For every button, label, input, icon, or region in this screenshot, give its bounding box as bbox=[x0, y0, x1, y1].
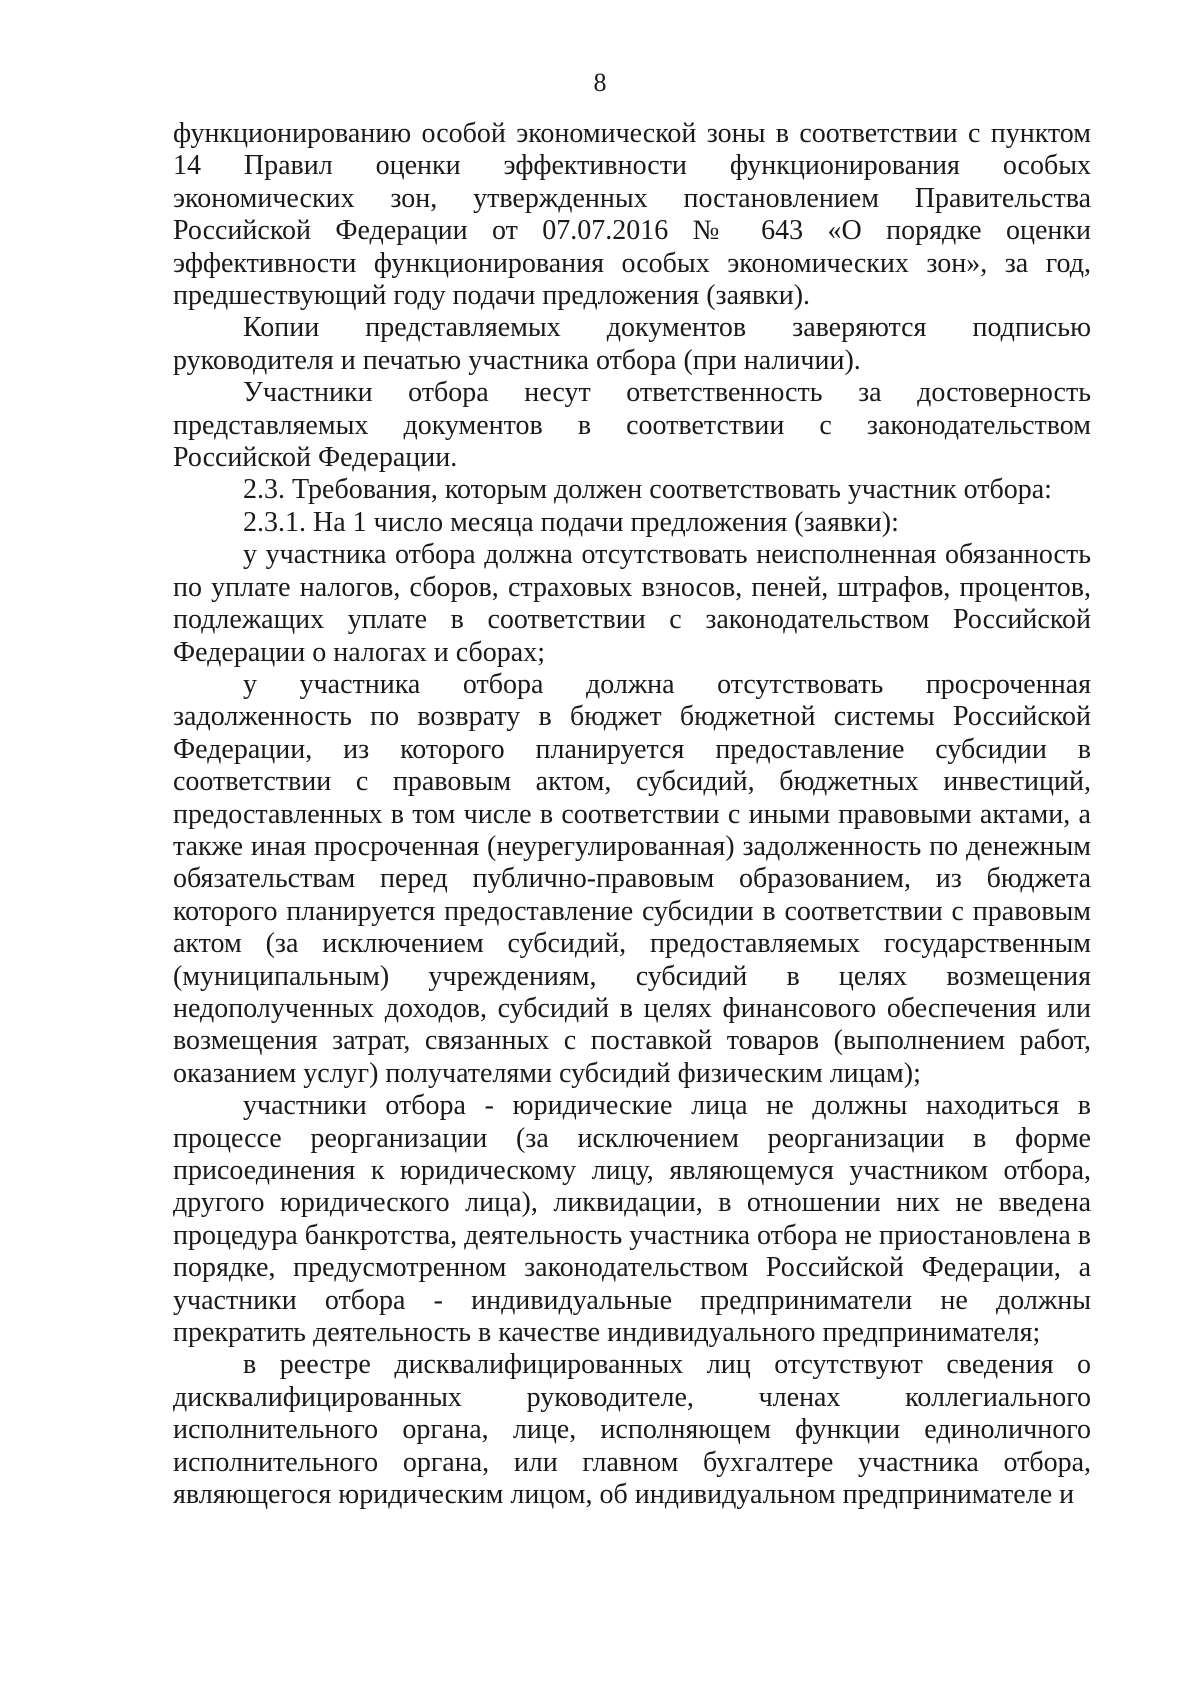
clause-2-3-1-heading: 2.3.1. На 1 число месяца подачи предложения (заявки): bbox=[243, 506, 899, 538]
paragraph-continuation: функционированию особой экономической зоны в соответствии с пунктом 14 Правил оценки эффективности функционирования особых экономических зон, утвержденных постановлением Правительства Российской Федерации от 07.07.2016 № 643 «О порядке оценки эффективности функционирования особых экономических зон», за год, предшествующий году подачи предложения (заявки). bbox=[173, 118, 1091, 312]
requirement-no-tax-debt: у участника отбора должна отсутствовать неисполненная обязанность по уплате налогов, сборов, страховых взносов, пеней, штрафов, процентов, подлежащих уплате в соответствии с законодательством Российской Федерации о налогах и сборах; bbox=[173, 539, 1091, 668]
requirement-no-overdue-debt: у участника отбора должна отсутствовать просроченная задолженность по возврату в бюджет бюджетной системы Российской Федерации, из которого планируется предоставление субсидии в соответствии с правовым актом, субсидий, бюджетных инвестиций, предоставленных в том числе в соответствии с иными правовыми актами, а также иная просроченная (неурегулированная) задолженность по денежным обязательствам перед публично-правовым образованием, из бюджета которого планируется предоставление субсидии в соответствии с правовым актом (за исключением субсидий, предоставляемых государственным (муниципальным) учреждениям, субсидий в целях возмещения недополученных доходов, субсидий в целях финансового обеспечения или возмещения затрат, связанных с поставкой товаров (выполнением работ, оказанием услуг) получателями субсидий физическим лицам); bbox=[173, 668, 1091, 1089]
clause-2-3-heading: 2.3. Требования, которым должен соответствовать участник отбора: bbox=[243, 474, 1052, 506]
paragraph-copies-certification: Копии представляемых документов заверяются подписью руководителя и печатью участника отбора (при наличии). bbox=[173, 312, 1091, 376]
page-number: 8 bbox=[593, 68, 607, 97]
document-body bbox=[173, 118, 1091, 1511]
requirement-no-reorganization: участники отбора - юридические лица не должны находиться в процессе реорганизации (за исключением реорганизации в форме присоединения к юридическому лицу, являющемуся участником отбора, другого юридического лица), ликвидации, в отношении них не введена процедура банкротства, деятельность участника отбора не приостановлена в порядке, предусмотренном законодательством Российской Федерации, а участники отбора - индивидуальные предприниматели не должны прекратить деятельность в качестве индивидуального предпринимателя; bbox=[173, 1090, 1091, 1349]
requirement-disqualified-registry: в реестре дисквалифицированных лиц отсутствуют сведения о дисквалифицированных руководителе, членах коллегиального исполнительного органа, лице, исполняющем функции единоличного исполнительного органа, или главном бухгалтере участника отбора, являющегося юридическим лицом, об индивидуальном предпринимателе и bbox=[173, 1349, 1091, 1511]
paragraph-responsibility: Участники отбора несут ответственность за достоверность представляемых документов в соответствии с законодательством Российской Федерации. bbox=[173, 377, 1091, 474]
